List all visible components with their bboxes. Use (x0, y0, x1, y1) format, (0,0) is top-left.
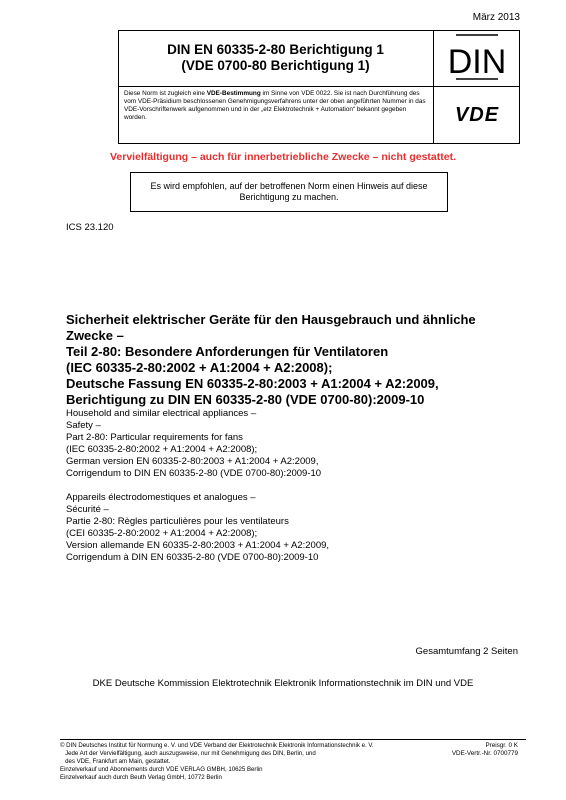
document-number: DIN EN 60335-2-80 Berichtigung 1 (167, 42, 384, 57)
vde-logo (434, 86, 520, 144)
page-count: Gesamtumfang 2 Seiten (415, 646, 518, 657)
footer-line: des VDE, Frankfurt am Main, gestattet. (60, 758, 171, 765)
title-line: Corrigendum à DIN EN 60335-2-80 (VDE 0700-80):2009-10 (66, 552, 319, 563)
vde-regulation-note (118, 86, 434, 144)
vde-number: (VDE 0700-80 Berichtigung 1) (181, 58, 370, 73)
title-line: Safety – (66, 420, 101, 431)
din-logo-text: DIN (447, 43, 507, 81)
title-line: Version allemande EN 60335-2-80:2003 + A1:2004 + A2:2009, (66, 540, 330, 551)
note-text-start: Diese Norm ist zugleich eine (124, 90, 207, 97)
footer-line: Einzelverkauf und Abonnements durch VDE VERLAG GMBH, 10625 Berlin (60, 766, 263, 773)
copyright-notice (60, 742, 430, 782)
ics-code: ICS 23.120 (66, 222, 114, 233)
title-line: Corrigendum to DIN EN 60335-2-80 (VDE 0700-80):2009-10 (66, 468, 322, 479)
title-line: Zwecke – (66, 328, 124, 343)
title-line: Partie 2-80: Règles particulières pour les ventilateurs (66, 516, 289, 527)
title-line: Part 2-80: Particular requirements for fans (66, 432, 243, 443)
title-line: German version EN 60335-2-80:2003 + A1:2004 + A2:2009, (66, 456, 319, 467)
title-line: Deutsche Fassung EN 60335-2-80:2003 + A1:2004 + A2:2009, (66, 376, 439, 391)
note-text-end: im Sinne von VDE 0022. Sie ist nach Durchführung des vom VDE-Präsidium beschlossenen Genehmigungsverfahrens unter der oben angeführten Nummer in das VDE-Vorschriftenwerk aufgenommen und in der „etz Elektrotechnik + Automation“ bekannt gegeben worden. (124, 90, 426, 121)
footer-line: © DIN Deutsches Institut für Normung e. V. und VDE Verband der Elektrotechnik Elektronik Informationstechnik e. V. (60, 742, 374, 749)
vde-logo-text: VDE (454, 103, 500, 126)
din-logo-cell (434, 30, 520, 87)
title-line: Appareils électrodomestiques et analogues – (66, 492, 256, 503)
publication-date: März 2013 (472, 12, 520, 23)
copy-warning: Vervielfältigung – auch für innerbetriebliche Zwecke – nicht gestattet. (109, 151, 456, 163)
title-german (66, 312, 526, 408)
footer-line: Einzelverkauf auch durch Beuth Verlag GmbH, 10772 Berlin (60, 774, 222, 781)
footer-line: Jede Art der Vervielfältigung, auch auszugsweise, nur mit Genehmigung des DIN, Berlin, und (60, 750, 316, 757)
price-info (452, 742, 518, 758)
document-number-cell (118, 30, 434, 87)
title-line: Sicherheit elektrischer Geräte für den Hausgebrauch und ähnliche (66, 312, 476, 327)
recommendation-text: Es wird empfohlen, auf der betroffenen Norm einen Hinweis auf diese Berichtigung zu machen. (150, 181, 428, 202)
title-line: (CEI 60335-2-80:2002 + A1:2004 + A2:2008); (66, 528, 258, 539)
footer-divider (60, 739, 526, 740)
title-line: Sécurité – (66, 504, 109, 515)
order-number: VDE-Vertr.-Nr. 0700779 (451, 750, 518, 757)
dke-line: DKE Deutsche Kommission Elektrotechnik Elektronik Informationstechnik im DIN und VDE (92, 678, 474, 689)
title-line: (IEC 60335-2-80:2002 + A1:2004 + A2:2008); (66, 444, 258, 455)
title-line: Teil 2-80: Besondere Anforderungen für Ventilatoren (66, 344, 389, 359)
title-french (66, 492, 526, 564)
title-line: Household and similar electrical appliances – (66, 408, 257, 419)
recommendation-box (130, 172, 448, 212)
title-line: (IEC 60335-2-80:2002 + A1:2004 + A2:2008); (66, 360, 333, 375)
title-line: Berichtigung zu DIN EN 60335-2-80 (VDE 0700-80):2009-10 (66, 392, 425, 407)
price-group: Preisgr. 0 K (485, 742, 518, 749)
note-text-bold: VDE-Bestimmung (206, 90, 261, 97)
din-logo (434, 30, 520, 87)
title-english (66, 408, 526, 480)
